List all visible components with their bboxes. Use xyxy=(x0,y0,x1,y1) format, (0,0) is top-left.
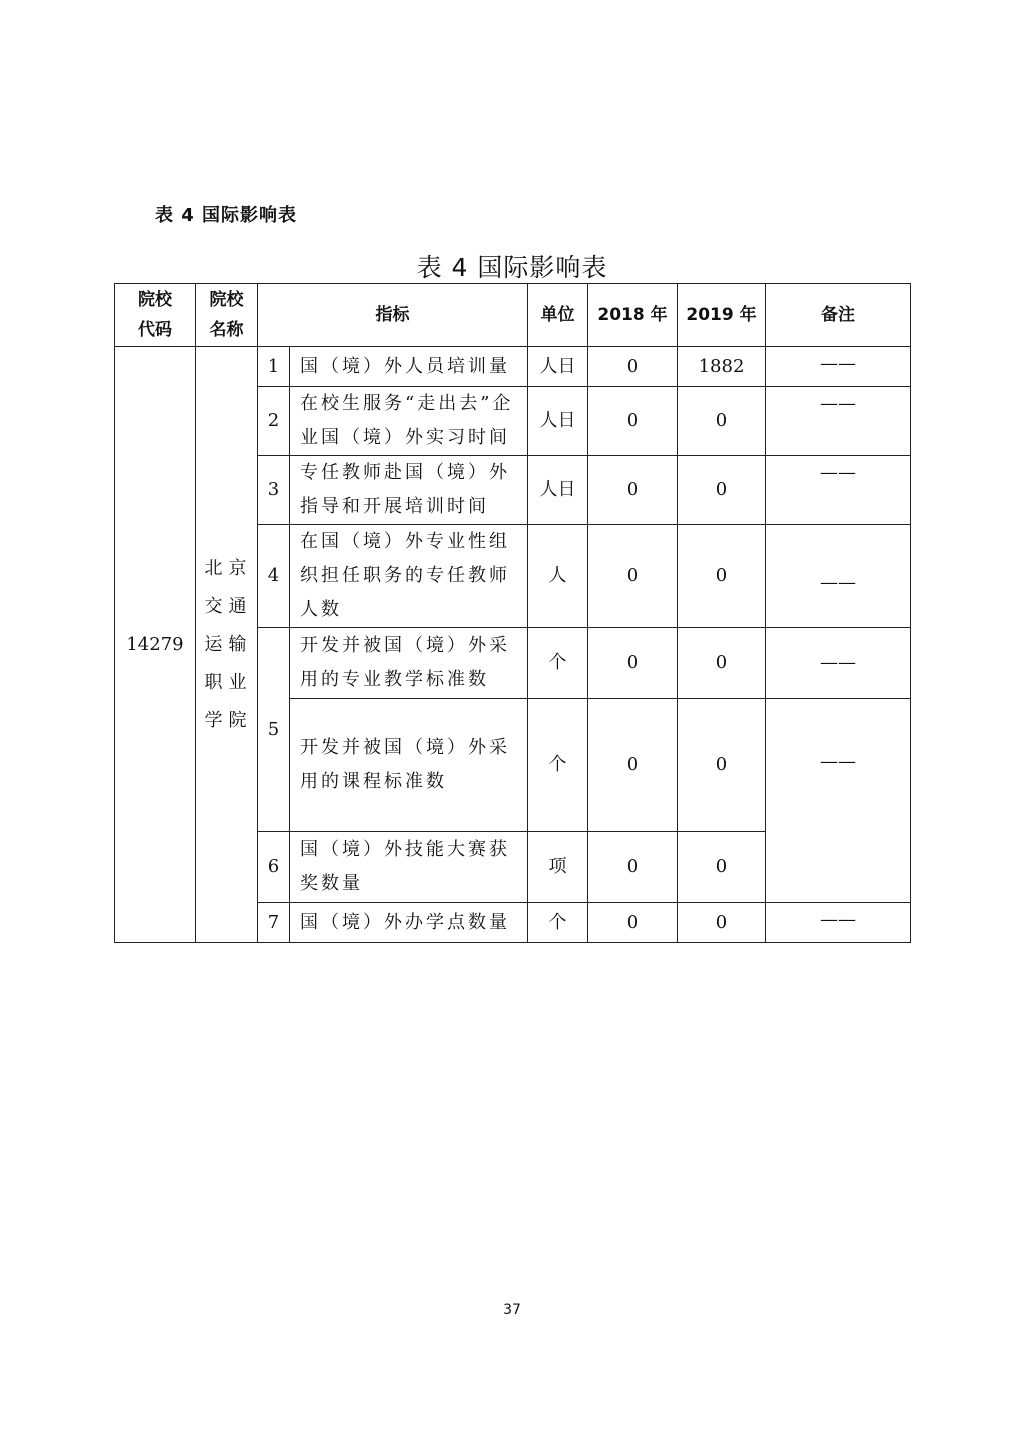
international-influence-table xyxy=(114,283,911,943)
row-2018: 0 xyxy=(588,387,678,456)
row-2019: 0 xyxy=(678,525,766,628)
row-unit: 个 xyxy=(528,699,588,832)
header-code: 院校代码 xyxy=(115,284,196,347)
row-note: —— xyxy=(766,387,911,456)
header-2019: 2019 年 xyxy=(678,284,766,347)
row-indicator: 国（境）外人员培训量 xyxy=(290,347,528,387)
row-indicator: 专任教师赴国（境）外指导和开展培训时间 xyxy=(290,456,528,525)
row-no: 5 xyxy=(258,628,290,832)
row-unit: 人日 xyxy=(528,347,588,387)
row-indicator: 国（境）外技能大赛获奖数量 xyxy=(290,832,528,903)
row-no: 2 xyxy=(258,387,290,456)
row-no: 6 xyxy=(258,832,290,903)
row-2019: 1882 xyxy=(678,347,766,387)
row-unit: 项 xyxy=(528,832,588,903)
row-2019: 0 xyxy=(678,628,766,699)
header-unit: 单位 xyxy=(528,284,588,347)
row-note: —— xyxy=(766,628,911,699)
row-indicator: 开发并被国（境）外采用的课程标准数 xyxy=(290,699,528,832)
row-note: —— xyxy=(766,456,911,525)
row-unit: 人日 xyxy=(528,456,588,525)
section-heading: 表 4 国际影响表 xyxy=(155,205,298,226)
row-unit: 人日 xyxy=(528,387,588,456)
header-row xyxy=(115,284,911,347)
row-note: —— xyxy=(766,525,911,628)
row-2019: 0 xyxy=(678,699,766,832)
row-indicator: 在校生服务“走出去”企业国（境）外实习时间 xyxy=(290,387,528,456)
row-2018: 0 xyxy=(588,903,678,943)
row-note: —— xyxy=(766,347,911,387)
row-no: 4 xyxy=(258,525,290,628)
row-note: —— xyxy=(766,699,911,903)
header-note: 备注 xyxy=(766,284,911,347)
header-name: 院校名称 xyxy=(196,284,258,347)
row-indicator: 在国（境）外专业性组织担任职务的专任教师人数 xyxy=(290,525,528,628)
row-2019: 0 xyxy=(678,832,766,903)
row-no: 1 xyxy=(258,347,290,387)
row-2018: 0 xyxy=(588,832,678,903)
row-indicator: 国（境）外办学点数量 xyxy=(290,903,528,943)
row-2019: 0 xyxy=(678,387,766,456)
header-indicator: 指标 xyxy=(258,284,528,347)
row-2019: 0 xyxy=(678,456,766,525)
row-indicator: 开发并被国（境）外采用的专业教学标准数 xyxy=(290,628,528,699)
row-note: —— xyxy=(766,903,911,943)
row-unit: 个 xyxy=(528,903,588,943)
row-2018: 0 xyxy=(588,699,678,832)
table-title: 表 4 国际影响表 xyxy=(416,253,608,282)
row-2018: 0 xyxy=(588,456,678,525)
row-no: 3 xyxy=(258,456,290,525)
row-no: 7 xyxy=(258,903,290,943)
row-2018: 0 xyxy=(588,525,678,628)
school-name: 北京交通运输职业学院 xyxy=(196,347,258,943)
row-2019: 0 xyxy=(678,903,766,943)
row-2018: 0 xyxy=(588,347,678,387)
header-2018: 2018 年 xyxy=(588,284,678,347)
school-code: 14279 xyxy=(115,347,196,943)
row-2018: 0 xyxy=(588,628,678,699)
page-number: 37 xyxy=(503,1302,521,1318)
row-unit: 人 xyxy=(528,525,588,628)
row-unit: 个 xyxy=(528,628,588,699)
table-row xyxy=(115,347,911,387)
